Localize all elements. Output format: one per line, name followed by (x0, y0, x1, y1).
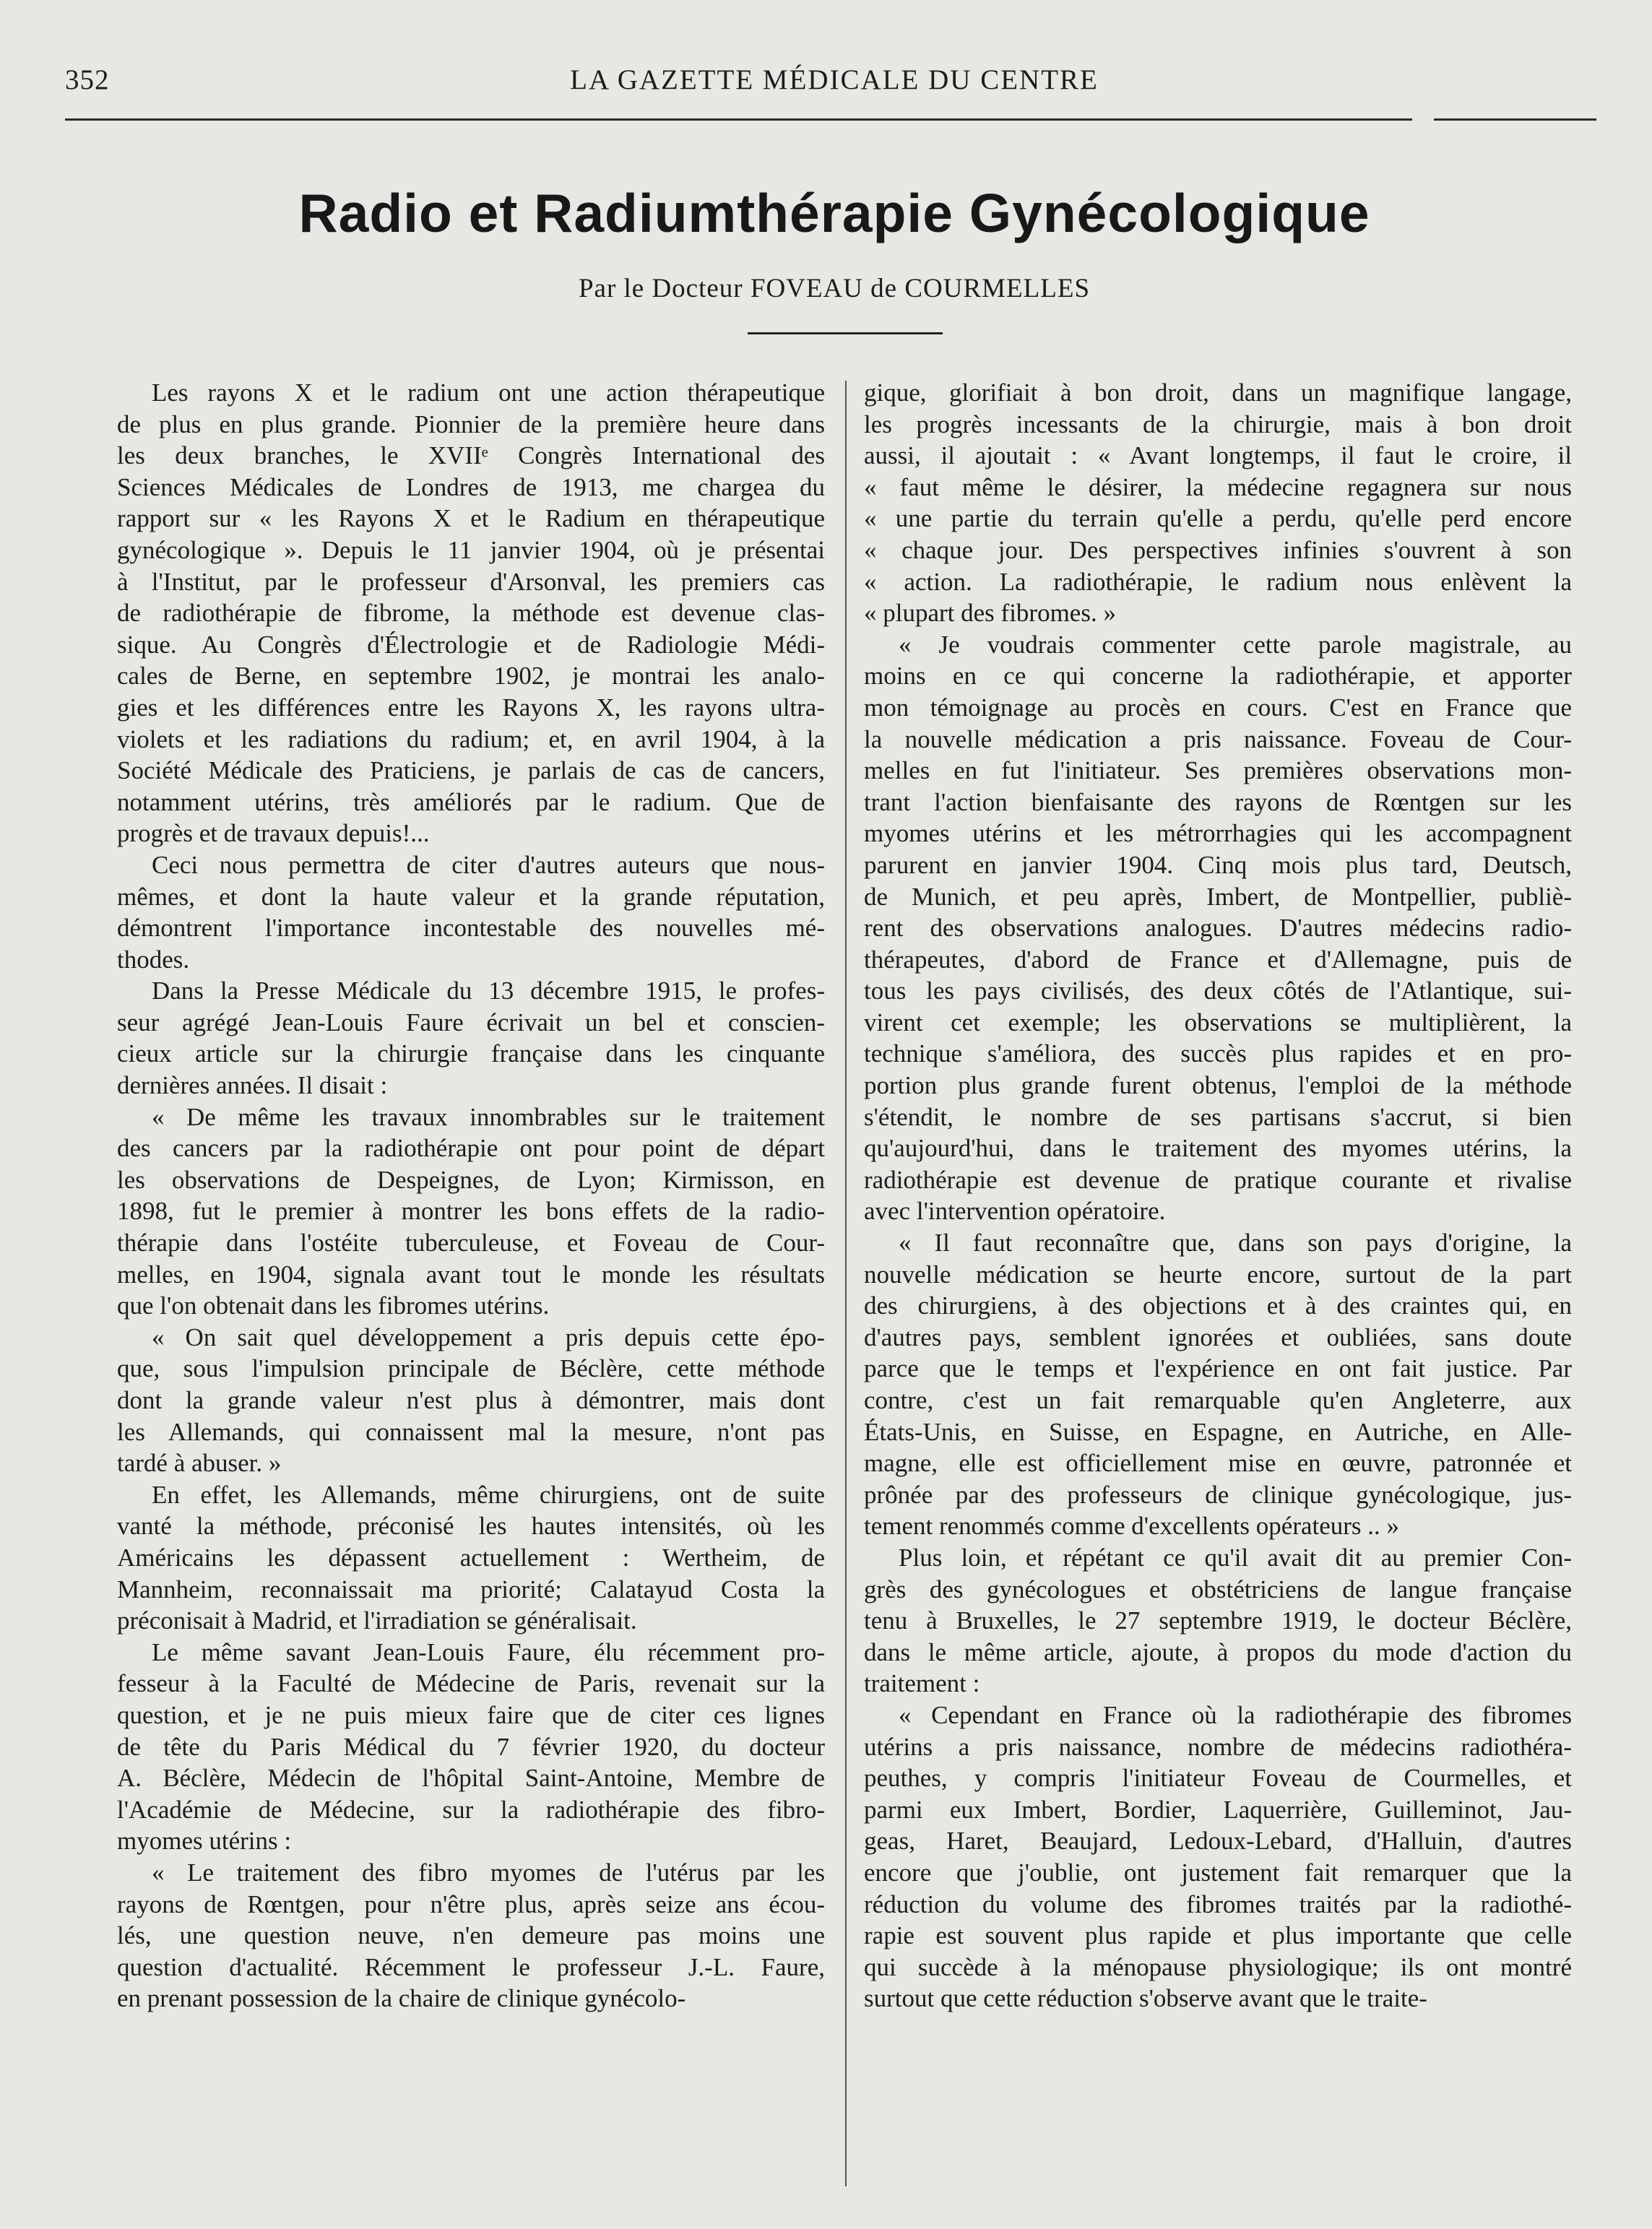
text-line: l'Académie de Médecine, sur la radiothérapie des fibro- (117, 1795, 825, 1824)
article-byline: Par le Docteur FOVEAU de COURMELLES (578, 274, 1091, 303)
text-line: dernières années. Il disait : (117, 1071, 388, 1100)
text-line: dans le même article, ajoute, à propos du mode d'action du (864, 1637, 1572, 1666)
text-line: d'autres pays, semblent ignorées et oubliées, sans doute (864, 1323, 1572, 1351)
text-line: magne, elle est officiellement mise en œuvre, patronnée et (864, 1449, 1572, 1478)
text-line: En effet, les Allemands, même chirurgiens, ont de suite (152, 1480, 825, 1509)
text-line: « une partie du terrain qu'elle a perdu, qu'elle perd encore (864, 504, 1572, 533)
text-line: question d'actualité. Récemment le professeur J.-L. Faure, (117, 1952, 825, 1981)
text-line: gies et les différences entre les Rayons X, les rayons ultra- (117, 693, 825, 722)
paragraph (864, 1700, 1572, 2014)
text-line: mêmes, et dont la haute valeur et la grande réputation, (117, 882, 825, 911)
text-line: geas, Haret, Beaujard, Ledoux-Lebard, d'Halluin, d'autres (864, 1827, 1572, 1856)
text-line: les deux branches, le XVIIᵉ Congrès International des (117, 441, 825, 470)
text-line: réduction du volume des fibromes traités par la radiothé- (864, 1890, 1572, 1918)
text-line: thodes. (117, 945, 190, 974)
text-line: contre, c'est un fait remarquable qu'en Angleterre, aux (864, 1386, 1572, 1414)
text-line: radiothérapie est devenue de pratique courante et rivalise (864, 1165, 1572, 1194)
text-line: qui succède à la ménopause physiologique; ils ont montré (864, 1952, 1572, 1981)
text-line: « De même les travaux innombrables sur le traitement (152, 1102, 825, 1131)
text-line: tenu à Bruxelles, le 27 septembre 1919, le docteur Béclère, (864, 1606, 1572, 1635)
text-line: tement renommés comme d'excellents opérateurs .. » (864, 1512, 1400, 1541)
paragraph (864, 377, 1572, 629)
text-line: thérapeutes, d'abord de France et d'Allemagne, puis de (864, 945, 1572, 974)
text-line: « Cependant en France où la radiothérapie des fibromes (899, 1700, 1572, 1729)
text-line: à l'Institut, par le professeur d'Arsonval, les premiers cas (117, 567, 825, 596)
text-line: question, et je ne puis mieux faire que de citer ces lignes (117, 1700, 825, 1729)
text-line: nouvelle médication se heurte encore, surtout de la part (864, 1260, 1572, 1289)
text-line: lés, une question neuve, n'en demeure pas moins une (117, 1921, 825, 1950)
text-line: thérapie dans l'ostéite tuberculeuse, et Foveau de Cour- (117, 1229, 825, 1258)
text-line: de tête du Paris Médical du 7 février 1920, du docteur (117, 1732, 825, 1761)
text-line: avec l'intervention opératoire. (864, 1197, 1166, 1226)
text-line: « Il faut reconnaître que, dans son pays d'origine, la (899, 1229, 1572, 1258)
text-line: Société Médicale des Praticiens, je parlais de cas de cancers, (117, 756, 825, 785)
journal-title: LA GAZETTE MÉDICALE DU CENTRE (570, 64, 1099, 95)
text-line: Le même savant Jean-Louis Faure, élu récemment pro- (152, 1637, 825, 1666)
text-line: s'étendit, le nombre de ses partisans s'accrut, si bien (864, 1102, 1572, 1131)
paragraph (117, 1637, 825, 1857)
text-line: Plus loin, et répétant ce qu'il avait dit au premier Con- (899, 1543, 1572, 1572)
text-line: prônée par des professeurs de clinique gynécologique, jus- (864, 1480, 1572, 1509)
text-line: parmi eux Imbert, Bordier, Laquerrière, Guilleminot, Jau- (864, 1795, 1572, 1824)
text-line: préconisait à Madrid, et l'irradiation se généralisait. (117, 1606, 637, 1635)
text-line: vanté la méthode, préconisé les hautes intensités, où les (117, 1512, 825, 1541)
text-line: myomes utérins et les métrorrhagies qui les accompagnent (864, 819, 1572, 848)
paragraph (117, 1857, 825, 2014)
text-line: en prenant possession de la chaire de clinique gynécolo- (117, 1984, 686, 2013)
text-line: gynécologique ». Depuis le 11 janvier 1904, où je présentai (117, 535, 825, 564)
text-line: tous les pays civilisés, des deux côtés de l'Atlantique, sui- (864, 977, 1572, 1005)
text-line: qu'aujourd'hui, dans le traitement des myomes utérins, la (864, 1134, 1572, 1163)
text-line: de Munich, et peu après, Imbert, de Montpellier, publiè- (864, 882, 1572, 911)
text-line: « chaque jour. Des perspectives infinies s'ouvrent à son (864, 535, 1572, 564)
text-line: parurent en janvier 1904. Cinq mois plus tard, Deutsch, (864, 850, 1572, 879)
text-line: moins en ce qui concerne la radiothérapie, et apporter (864, 662, 1572, 691)
paragraph (864, 1227, 1572, 1542)
text-line: grès des gynécologues et obstétriciens de langue française (864, 1575, 1572, 1603)
text-line: rapie est souvent plus rapide et plus importante que celle (864, 1921, 1572, 1950)
text-line: « plupart des fibromes. » (864, 599, 1116, 628)
page-number: 352 (65, 64, 110, 95)
text-line: « Le traitement des fibro myomes de l'utérus par les (152, 1858, 825, 1887)
text-line: rent des observations analogues. D'autres médecins radio- (864, 914, 1572, 943)
text-line: virent cet exemple; les observations se multiplièrent, la (864, 1008, 1572, 1036)
text-line: aussi, il ajoutait : « Avant longtemps, il faut le croire, il (864, 441, 1572, 470)
text-line: A. Béclère, Médecin de l'hôpital Saint-Antoine, Membre de (117, 1764, 825, 1793)
running-header (65, 64, 1604, 107)
right-column (864, 377, 1572, 2014)
text-line: Dans la Presse Médicale du 13 décembre 1915, le profes- (152, 977, 825, 1005)
text-line: tardé à abuser. » (117, 1449, 282, 1478)
text-line: surtout que cette réduction s'observe avant que le traite- (864, 1984, 1427, 2013)
text-line: Mannheim, reconnaissait ma priorité; Calatayud Costa la (117, 1575, 825, 1603)
title-separator (748, 332, 943, 334)
header-rule (65, 118, 1412, 121)
paragraph (117, 975, 825, 1101)
article-title: Radio et Radiumthérapie Gynécologique (298, 183, 1370, 243)
text-line: seur agrégé Jean-Louis Faure écrivait un bel et conscien- (117, 1008, 825, 1036)
text-line: Ceci nous permettra de citer d'autres auteurs que nous- (152, 850, 825, 879)
text-line: « action. La radiothérapie, le radium nous enlèvent la (864, 567, 1572, 596)
text-line: trant l'action bienfaisante des rayons de Rœntgen sur les (864, 787, 1572, 816)
text-line: mon témoignage au procès en cours. C'est en France que (864, 693, 1572, 722)
paragraph (117, 1479, 825, 1637)
text-line: technique s'améliora, des succès plus rapides et en pro- (864, 1039, 1572, 1068)
text-line: de plus en plus grande. Pionnier de la première heure dans (117, 410, 825, 438)
text-line: les observations de Despeignes, de Lyon; Kirmisson, en (117, 1165, 825, 1194)
text-line: démontrent l'importance incontestable des nouvelles mé- (117, 914, 825, 943)
paragraph (117, 1322, 825, 1479)
text-line: « Je voudrais commenter cette parole magistrale, au (899, 630, 1572, 659)
header-rule-right (1434, 118, 1596, 121)
text-line: 1898, fut le premier à montrer les bons effets de la radio- (117, 1197, 825, 1226)
paragraph (117, 1101, 825, 1322)
paragraph (117, 849, 825, 975)
text-line: « On sait quel développement a pris depuis cette épo- (152, 1323, 825, 1351)
paragraph (864, 629, 1572, 1227)
text-line: portion plus grande furent obtenus, l'emploi de la méthode (864, 1071, 1572, 1100)
text-line: de radiothérapie de fibrome, la méthode est devenue clas- (117, 599, 825, 628)
text-line: violets et les radiations du radium; et, en avril 1904, à la (117, 724, 825, 753)
text-line: cales de Berne, en septembre 1902, je montrai les analo- (117, 662, 825, 691)
text-line: des cancers par la radiothérapie ont pour point de départ (117, 1134, 825, 1163)
text-line: « faut même le désirer, la médecine regagnera sur nous (864, 472, 1572, 501)
text-line: des chirurgiens, à des objections et à des craintes qui, en (864, 1291, 1572, 1320)
text-line: progrès et de travaux depuis!... (117, 819, 430, 848)
text-line: fesseur à la Faculté de Médecine de Paris, revenait sur la (117, 1669, 825, 1698)
text-line: États-Unis, en Suisse, en Espagne, en Autriche, en Alle- (864, 1417, 1572, 1446)
text-line: les Allemands, qui connaissent mal la mesure, n'ont pas (117, 1417, 825, 1446)
text-line: myomes utérins : (117, 1827, 292, 1856)
text-line: Les rayons X et le radium ont une action thérapeutique (152, 378, 825, 407)
text-line: notamment utérins, très améliorés par le radium. Que de (117, 787, 825, 816)
text-line: gique, glorifiait à bon droit, dans un magnifique langage, (864, 378, 1572, 407)
text-line: Sciences Médicales de Londres de 1913, me chargea du (117, 472, 825, 501)
text-line: encore que j'oublie, ont justement fait remarquer que la (864, 1858, 1572, 1887)
text-line: les progrès incessants de la chirurgie, mais à bon droit (864, 410, 1572, 438)
text-line: dont la grande valeur n'est plus à démontrer, mais dont (117, 1386, 825, 1414)
paragraph (864, 1542, 1572, 1700)
text-line: cieux article sur la chirurgie française dans les cinquante (117, 1039, 825, 1068)
text-line: la nouvelle médication a pris naissance. Foveau de Cour- (864, 724, 1572, 753)
column-divider (845, 381, 847, 2186)
text-line: sique. Au Congrès d'Électrologie et de Radiologie Médi- (117, 630, 825, 659)
text-line: rayons de Rœntgen, pour n'être plus, après seize ans écou- (117, 1890, 825, 1918)
left-column (117, 377, 825, 2014)
text-line: peuthes, y compris l'initiateur Foveau de Courmelles, et (864, 1764, 1572, 1793)
text-line: melles, en 1904, signala avant tout le monde les résultats (117, 1260, 825, 1289)
text-line: traitement : (864, 1669, 980, 1698)
text-line: que l'on obtenait dans les fibromes utérins. (117, 1291, 550, 1320)
paragraph (117, 377, 825, 849)
text-line: que, sous l'impulsion principale de Béclère, cette méthode (117, 1354, 825, 1383)
text-line: Américains les dépassent actuellement : Wertheim, de (117, 1543, 825, 1572)
text-line: utérins a pris naissance, nombre de médecins radiothéra- (864, 1732, 1572, 1761)
text-line: rapport sur « les Rayons X et le Radium en thérapeutique (117, 504, 825, 533)
text-line: parce que le temps et l'expérience en ont fait justice. Par (864, 1354, 1572, 1383)
text-line: melles en fut l'initiateur. Ses premières observations mon- (864, 756, 1572, 785)
